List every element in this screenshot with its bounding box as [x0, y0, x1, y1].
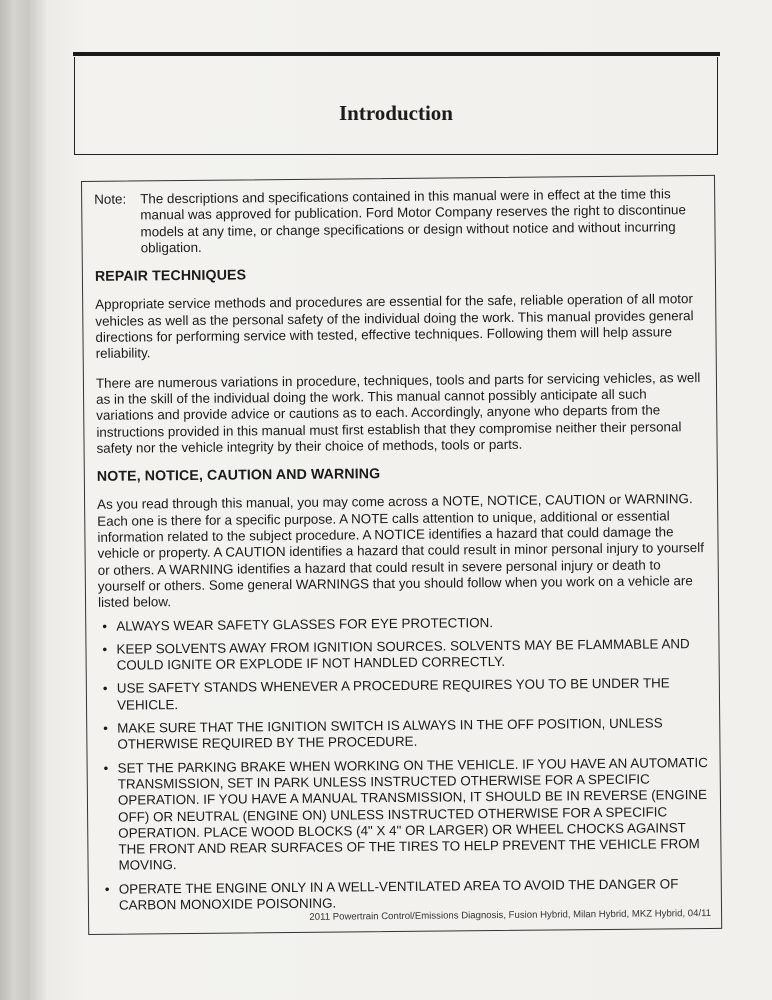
repair-paragraph-1: Appropriate service methods and procedures are essential for the safe, reliable operation of all motor vehicles as well as the personal safety of the individual doing the work. This manual provides general directions for performing service with tested, effective techniques. Following them will help assure reliability.	[95, 291, 694, 362]
list-item	[98, 613, 708, 635]
warnings-list	[98, 613, 711, 915]
page-footer: 2011 Powertrain Control/Emissions Diagnosis, Fusion Hybrid, Milan Hybrid, MKZ Hybrid, 04/11	[309, 907, 712, 923]
warnings-heading: NOTE, NOTICE, CAUTION AND WARNING	[96, 466, 381, 486]
list-item-text: ALWAYS WEAR SAFETY GLASSES FOR EYE PROTECTION.	[116, 614, 494, 634]
page-title: Introduction	[339, 101, 453, 125]
list-item	[99, 715, 709, 753]
bullet-icon: •	[103, 720, 109, 736]
list-item-text: MAKE SURE THAT THE IGNITION SWITCH IS ALWAYS IN THE OFF POSITION, UNLESS OTHERWISE REQUIRED BY THE PROCEDURE.	[117, 715, 663, 752]
note-text: The descriptions and specifications contained in this manual were in effect at the time this manual was approved for publication. Ford Motor Company reserves the right to discontinue models at any time, or change specifications or design without notice and without incurring obligation.	[140, 186, 686, 256]
bullet-icon: •	[104, 881, 110, 897]
list-item-text: OPERATE THE ENGINE ONLY IN A WELL-VENTILATED AREA TO AVOID THE DANGER OF CARBON MONOXIDE POISONING.	[118, 875, 679, 913]
note-block	[94, 186, 705, 257]
bullet-icon: •	[103, 760, 109, 776]
repair-techniques-heading: REPAIR TECHNIQUES	[94, 267, 247, 286]
list-item	[100, 755, 711, 875]
note-label: Note:	[94, 191, 127, 207]
bullet-icon: •	[102, 618, 108, 634]
content-body	[94, 186, 711, 914]
list-item-text: USE SAFETY STANDS WHENEVER A PROCEDURE REQUIRES YOU TO BE UNDER THE VEHICLE.	[116, 675, 670, 713]
repair-paragraph-2: There are numerous variations in procedure, techniques, tools and parts for servicing vehicles, as well as in the skill of the individual doing the work. This manual cannot possibly anticipate all such variations and provide advice or cautions as to each. Accordingly, anyone who departs from the instructions provided in this manual must first establish that they compromise neither their personal safety nor the vehicle integrity by their choice of methods, tools or parts.	[95, 369, 701, 456]
list-item-text: KEEP SOLVENTS AWAY FROM IGNITION SOURCES. SOLVENTS MAY BE FLAMMABLE AND COULD IGNITE OR EXPLODE IF NOT HANDLED CORRECTLY.	[116, 636, 690, 673]
bullet-icon: •	[102, 641, 108, 657]
page-binding-edge	[0, 0, 30, 1000]
list-item	[98, 636, 708, 674]
list-item	[99, 675, 709, 713]
title-box	[74, 57, 718, 155]
bullet-icon: •	[102, 681, 108, 697]
content-box	[81, 175, 722, 935]
header-rule	[73, 52, 720, 56]
warnings-intro: As you read through this manual, you may come across a NOTE, NOTICE, CAUTION or WARNING. Each one is there for a specific purpose. A NOTE calls attention to unique, additional or essential information related to the subject procedure. A NOTICE identifies a hazard that could damage the vehicle or property. A CAUTION identifies a hazard that could result in minor personal injury to yourself or others. A WARNING identifies a hazard that could result in severe personal injury or death to yourself or others. Some general WARNINGS that you should follow when you work on a vehicle are listed below.	[97, 491, 704, 611]
list-item-text: SET THE PARKING BRAKE WHEN WORKING ON THE VEHICLE. IF YOU HAVE AN AUTOMATIC TRANSMISSION, SET IN PARK UNLESS INSTRUCTED OTHERWISE FOR A SPECIFIC OPERATION. IF YOU HAVE A MANUAL TRANSMISSION, IT SHOULD BE IN REVERSE (ENGINE OFF) OR NEUTRAL (ENGINE ON) UNLESS INSTRUCTED OTHERWISE FOR A SPECIFIC OPERATION. PLACE WOOD BLOCKS (4" X 4" OR LARGER) OR WHEEL CHOCKS AGAINST THE FRONT AND REAR SURFACES OF THE TIRES TO HELP PREVENT THE VEHICLE FROM MOVING.	[117, 754, 708, 874]
